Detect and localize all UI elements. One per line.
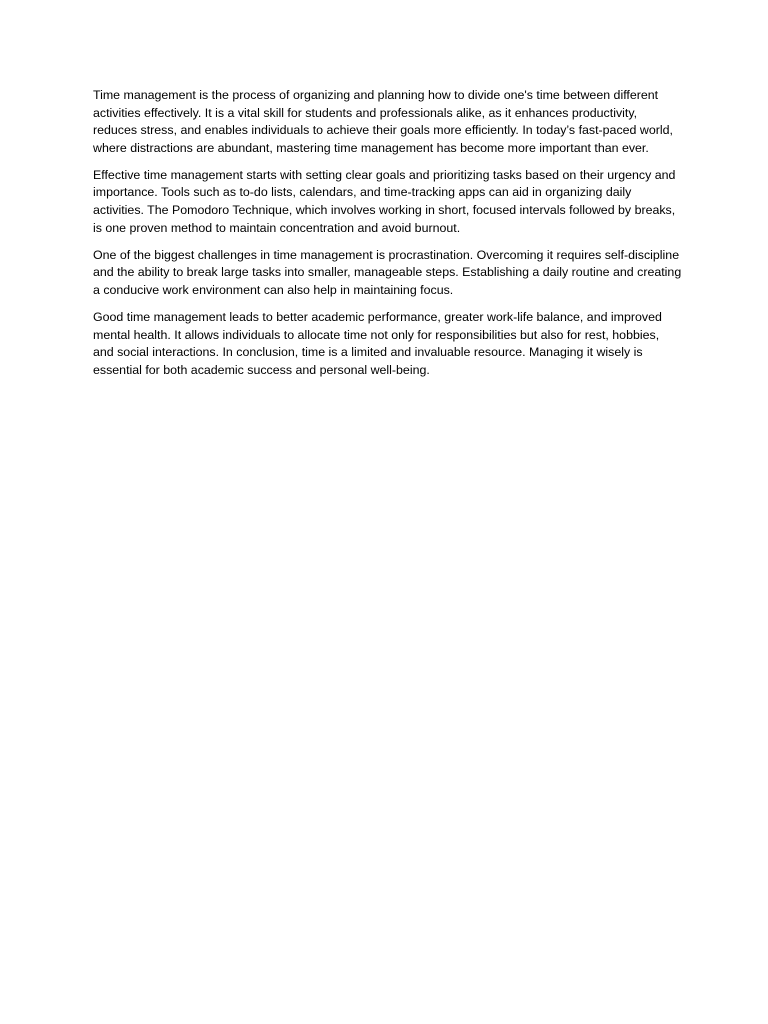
paragraph-1: Time management is the process of organizing and planning how to divide one's time between different activities effectively. It is a vital skill for students and professionals alike, as it enhances productivity, reduces stress, and enables individuals to achieve their goals more efficiently. In today’s fast-paced world, where distractions are abundant, mastering time management has become more important than ever. <box>93 88 673 155</box>
paragraph-4: Good time management leads to better academic performance, greater work-life balance, and improved mental health. It allows individuals to allocate time not only for responsibilities but also for rest, hobbies, and social interactions. In conclusion, time is a limited and invaluable resource. Managing it wisely is essential for both academic success and personal well-being. <box>93 310 662 377</box>
document-body <box>93 87 683 389</box>
paragraph-3: One of the biggest challenges in time management is procrastination. Overcoming it requires self-discipline and the ability to break large tasks into smaller, manageable steps. Establishing a daily routine and creating a conducive work environment can also help in maintaining focus. <box>93 247 682 297</box>
paragraph-2: Effective time management starts with setting clear goals and prioritizing tasks based on their urgency and importance. Tools such as to-do lists, calendars, and time-tracking apps can aid in organizing daily activities. The Pomodoro Technique, which involves working in short, focused intervals followed by breaks, is one proven method to maintain concentration and avoid burnout. <box>93 167 676 235</box>
